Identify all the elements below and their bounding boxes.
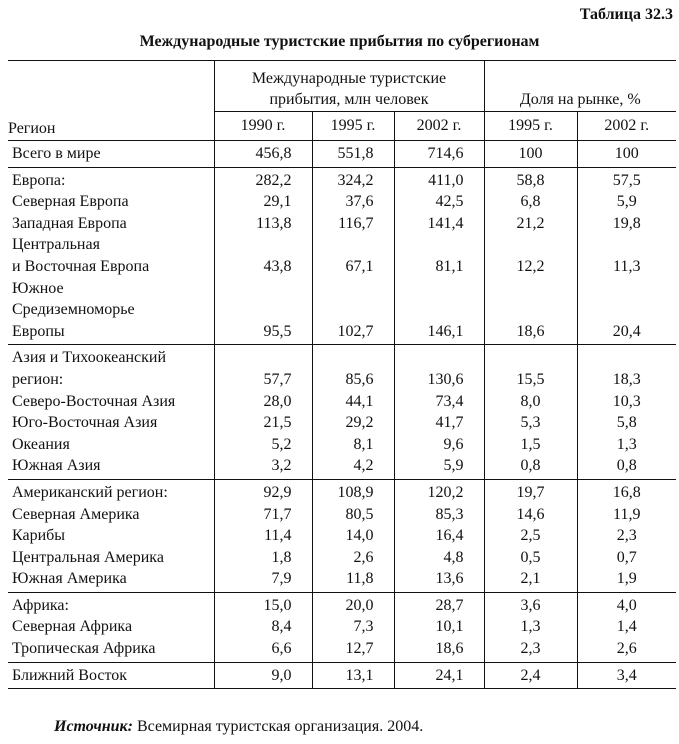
table-row xyxy=(8,391,676,413)
value-cell: 20,0 xyxy=(312,592,394,616)
table-group xyxy=(8,345,676,480)
header-year-1990: 1990 г. xyxy=(214,112,312,141)
region-name: Тропическая Африка xyxy=(12,640,156,658)
source-label: Источник: xyxy=(54,718,133,735)
value-cell: 10,3 xyxy=(577,391,676,413)
table-row xyxy=(8,479,676,503)
table-number: Таблица 32.3 xyxy=(579,6,673,23)
value-cell: 324,2 xyxy=(312,167,394,191)
value-cell: 29,1 xyxy=(214,191,312,213)
value-cell: 6,8 xyxy=(484,191,577,213)
value-cell: 5,8 xyxy=(577,412,676,434)
value-cell: 18,3 xyxy=(577,345,676,391)
table-row xyxy=(8,141,676,168)
value-cell: 100 xyxy=(484,141,577,168)
value-cell: 37,6 xyxy=(312,191,394,213)
value-cell: 11,3 xyxy=(577,234,676,277)
region-cell xyxy=(8,167,214,191)
value-cell: 20,4 xyxy=(577,278,676,345)
table-row xyxy=(8,455,676,479)
value-cell: 58,8 xyxy=(484,167,577,191)
value-cell: 29,2 xyxy=(312,412,394,434)
value-cell: 8,1 xyxy=(312,434,394,456)
value-cell: 2,3 xyxy=(577,525,676,547)
table-title: Международные туристские прибытия по субрегионам xyxy=(139,33,540,50)
value-cell: 0,8 xyxy=(484,455,577,479)
value-cell: 12,2 xyxy=(484,234,577,277)
value-cell: 11,9 xyxy=(577,504,676,526)
region-cell xyxy=(8,412,214,434)
value-cell: 102,7 xyxy=(312,278,394,345)
source-note xyxy=(54,718,423,736)
value-cell: 10,1 xyxy=(394,616,484,638)
region-name: Северная Африка xyxy=(12,618,133,636)
value-cell: 16,8 xyxy=(577,479,676,503)
value-cell: 1,3 xyxy=(577,434,676,456)
table-row xyxy=(8,345,676,391)
value-cell: 19,7 xyxy=(484,479,577,503)
value-cell: 15,5 xyxy=(484,345,577,391)
value-cell: 108,9 xyxy=(312,479,394,503)
value-cell: 13,6 xyxy=(394,568,484,592)
table-row xyxy=(8,278,676,345)
value-cell: 19,8 xyxy=(577,213,676,235)
region-name: Юго-Восточная Азия xyxy=(12,414,158,432)
value-cell: 21,5 xyxy=(214,412,312,434)
region-name: Южное xyxy=(12,279,64,297)
value-cell: 92,9 xyxy=(214,479,312,503)
header-year-2002: 2002 г. xyxy=(394,112,484,141)
region-cell xyxy=(8,638,214,662)
region-name: регион: xyxy=(12,370,64,388)
region-name: Азия и Тихоокеанский xyxy=(12,349,167,367)
header-share-1995: 1995 г. xyxy=(484,112,577,141)
value-cell: 6,6 xyxy=(214,638,312,662)
value-cell: 28,0 xyxy=(214,391,312,413)
value-cell: 120,2 xyxy=(394,479,484,503)
region-cell xyxy=(8,141,214,168)
value-cell: 8,4 xyxy=(214,616,312,638)
table-row xyxy=(8,191,676,213)
region-name: Северная Америка xyxy=(12,505,140,523)
region-cell xyxy=(8,455,214,479)
region-cell xyxy=(8,504,214,526)
value-cell: 100 xyxy=(577,141,676,168)
table-row xyxy=(8,662,676,689)
region-name: Южная Америка xyxy=(12,570,127,588)
value-cell: 67,1 xyxy=(312,234,394,277)
value-cell: 12,7 xyxy=(312,638,394,662)
value-cell: 16,4 xyxy=(394,525,484,547)
value-cell: 2,1 xyxy=(484,568,577,592)
table-row xyxy=(8,167,676,191)
table-row xyxy=(8,525,676,547)
value-cell: 95,5 xyxy=(214,278,312,345)
value-cell: 1,3 xyxy=(484,616,577,638)
value-cell: 0,8 xyxy=(577,455,676,479)
region-name: и Восточная Европа xyxy=(12,257,150,275)
table-group xyxy=(8,479,676,592)
value-cell: 5,2 xyxy=(214,434,312,456)
table-row xyxy=(8,547,676,569)
value-cell: 2,3 xyxy=(484,638,577,662)
value-cell: 456,8 xyxy=(214,141,312,168)
region-cell xyxy=(8,479,214,503)
value-cell: 11,4 xyxy=(214,525,312,547)
region-cell xyxy=(8,525,214,547)
value-cell: 57,7 xyxy=(214,345,312,391)
value-cell: 2,5 xyxy=(484,525,577,547)
source-text: Всемирная туристская организация. 2004. xyxy=(132,718,424,735)
region-cell xyxy=(8,213,214,235)
header-region: Регион xyxy=(8,120,56,138)
value-cell: 42,5 xyxy=(394,191,484,213)
region-cell xyxy=(8,391,214,413)
arrivals-table xyxy=(8,60,676,689)
value-cell: 57,5 xyxy=(577,167,676,191)
value-cell: 1,8 xyxy=(214,547,312,569)
value-cell: 2,4 xyxy=(484,662,577,689)
value-cell: 43,8 xyxy=(214,234,312,277)
table-row xyxy=(8,412,676,434)
value-cell: 5,3 xyxy=(484,412,577,434)
value-cell: 14,6 xyxy=(484,504,577,526)
value-cell: 5,9 xyxy=(394,455,484,479)
value-cell: 116,7 xyxy=(312,213,394,235)
region-name: Северо-Восточная Азия xyxy=(12,392,176,410)
region-name: Южная Азия xyxy=(12,457,101,475)
table-row xyxy=(8,616,676,638)
region-cell xyxy=(8,191,214,213)
value-cell: 1,4 xyxy=(577,616,676,638)
value-cell: 9,6 xyxy=(394,434,484,456)
region-cell xyxy=(8,592,214,616)
header-year-1995: 1995 г. xyxy=(312,112,394,141)
table-group xyxy=(8,592,676,662)
value-cell: 15,0 xyxy=(214,592,312,616)
value-cell: 141,4 xyxy=(394,213,484,235)
table-group xyxy=(8,662,676,689)
region-name: Европа: xyxy=(12,171,66,189)
value-cell: 3,4 xyxy=(577,662,676,689)
header-share: Доля на рынке, % xyxy=(484,61,676,112)
table-group xyxy=(8,141,676,168)
table-row xyxy=(8,504,676,526)
value-cell: 714,6 xyxy=(394,141,484,168)
region-cell xyxy=(8,345,214,391)
region-name: Океания xyxy=(12,435,70,453)
value-cell: 85,6 xyxy=(312,345,394,391)
value-cell: 146,1 xyxy=(394,278,484,345)
value-cell: 2,6 xyxy=(577,638,676,662)
region-cell xyxy=(8,234,214,277)
value-cell: 41,7 xyxy=(394,412,484,434)
table-header xyxy=(8,61,676,141)
table-row xyxy=(8,434,676,456)
region-name: Американский регион: xyxy=(12,483,168,501)
table-row xyxy=(8,234,676,277)
region-name: Европы xyxy=(12,322,65,340)
value-cell: 3,6 xyxy=(484,592,577,616)
value-cell: 28,7 xyxy=(394,592,484,616)
region-name: Африка: xyxy=(12,596,69,614)
region-name: Всего в мире xyxy=(12,145,101,162)
region-name: Ближний Восток xyxy=(12,666,127,684)
value-cell: 130,6 xyxy=(394,345,484,391)
value-cell: 1,5 xyxy=(484,434,577,456)
value-cell: 1,9 xyxy=(577,568,676,592)
value-cell: 282,2 xyxy=(214,167,312,191)
value-cell: 0,5 xyxy=(484,547,577,569)
value-cell: 80,5 xyxy=(312,504,394,526)
region-name: Западная Европа xyxy=(12,214,127,232)
value-cell: 3,2 xyxy=(214,455,312,479)
value-cell: 18,6 xyxy=(394,638,484,662)
region-cell xyxy=(8,616,214,638)
value-cell: 113,8 xyxy=(214,213,312,235)
value-cell: 411,0 xyxy=(394,167,484,191)
value-cell: 14,0 xyxy=(312,525,394,547)
table-row xyxy=(8,568,676,592)
value-cell: 7,3 xyxy=(312,616,394,638)
header-arrivals: Международные туристские прибытия, млн человек xyxy=(214,61,484,112)
value-cell: 24,1 xyxy=(394,662,484,689)
table-row xyxy=(8,592,676,616)
table-group xyxy=(8,167,676,345)
value-cell: 4,8 xyxy=(394,547,484,569)
value-cell: 11,8 xyxy=(312,568,394,592)
value-cell: 73,4 xyxy=(394,391,484,413)
region-name: Карибы xyxy=(12,527,66,545)
region-cell xyxy=(8,278,214,345)
value-cell: 2,6 xyxy=(312,547,394,569)
value-cell: 5,9 xyxy=(577,191,676,213)
value-cell: 4,2 xyxy=(312,455,394,479)
value-cell: 4,0 xyxy=(577,592,676,616)
value-cell: 71,7 xyxy=(214,504,312,526)
value-cell: 18,6 xyxy=(484,278,577,345)
value-cell: 8,0 xyxy=(484,391,577,413)
value-cell: 44,1 xyxy=(312,391,394,413)
table-row xyxy=(8,638,676,662)
region-cell xyxy=(8,662,214,689)
region-cell xyxy=(8,434,214,456)
region-name: Северная Европа xyxy=(12,193,129,211)
value-cell: 7,9 xyxy=(214,568,312,592)
region-name: Центральная Америка xyxy=(12,548,164,566)
table-row xyxy=(8,213,676,235)
region-cell xyxy=(8,547,214,569)
region-name: Центральная xyxy=(12,236,100,254)
region-name: Средиземноморье xyxy=(12,301,135,319)
region-cell xyxy=(8,568,214,592)
value-cell: 85,3 xyxy=(394,504,484,526)
value-cell: 21,2 xyxy=(484,213,577,235)
value-cell: 81,1 xyxy=(394,234,484,277)
value-cell: 0,7 xyxy=(577,547,676,569)
value-cell: 551,8 xyxy=(312,141,394,168)
value-cell: 9,0 xyxy=(214,662,312,689)
header-share-2002: 2002 г. xyxy=(577,112,676,141)
value-cell: 13,1 xyxy=(312,662,394,689)
